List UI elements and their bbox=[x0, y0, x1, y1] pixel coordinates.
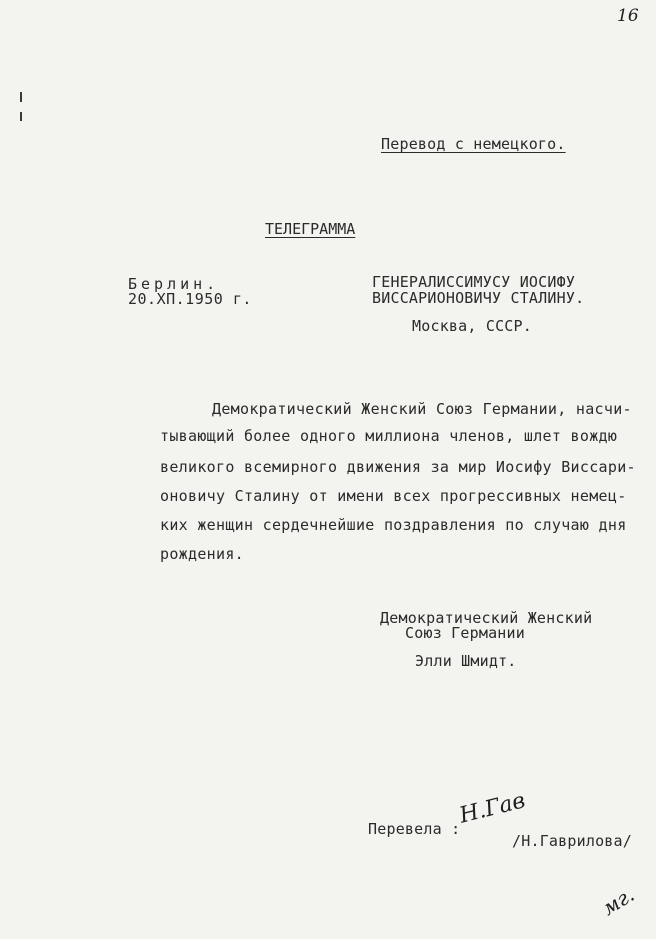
signature-org-line-1: Демократический Женский bbox=[380, 609, 593, 627]
body-line-6: рождения. bbox=[160, 545, 244, 563]
translator-label: Перевела : bbox=[368, 820, 461, 838]
body-line-3: великого всемирного движения за мир Иосифу Виссари- bbox=[160, 458, 636, 476]
corner-initials: мг. bbox=[597, 882, 639, 921]
translation-note: Перевод с немецкого. bbox=[381, 135, 566, 153]
body-line-2: тывающий более одного миллиона членов, шлет вождю bbox=[160, 427, 618, 445]
addressee-line-2: ВИССАРИОНОВИЧУ СТАЛИНУ. bbox=[372, 289, 585, 307]
addressee-line-3: Москва, СССР. bbox=[412, 317, 532, 335]
page-number: 16 bbox=[617, 6, 639, 26]
edge-mark-bottom bbox=[20, 112, 22, 121]
origin-date: 20.ХП.1950 г. bbox=[128, 290, 252, 308]
body-line-5: ких женщин сердечнейшие поздравления по случаю дня bbox=[160, 516, 627, 534]
edge-mark-top bbox=[20, 92, 22, 102]
body-line-1: Демократический Женский Союз Германии, насчи- bbox=[212, 400, 632, 418]
origin-city: Берлин. bbox=[128, 275, 220, 293]
signature-name: Элли Шмидт. bbox=[415, 652, 517, 670]
translator-handwritten-signature: Н.Гав bbox=[456, 788, 528, 829]
body-line-4: оновичу Сталину от имени всех прогрессивных немец- bbox=[160, 487, 627, 505]
addressee-line-1: ГЕНЕРАЛИССИМУСУ ИОСИФУ bbox=[372, 273, 576, 291]
document-type-heading: ТЕЛЕГРАММА bbox=[265, 220, 356, 238]
signature-org-line-2: Союз Германии bbox=[405, 624, 525, 642]
translator-name: /Н.Гаврилова/ bbox=[512, 832, 632, 850]
